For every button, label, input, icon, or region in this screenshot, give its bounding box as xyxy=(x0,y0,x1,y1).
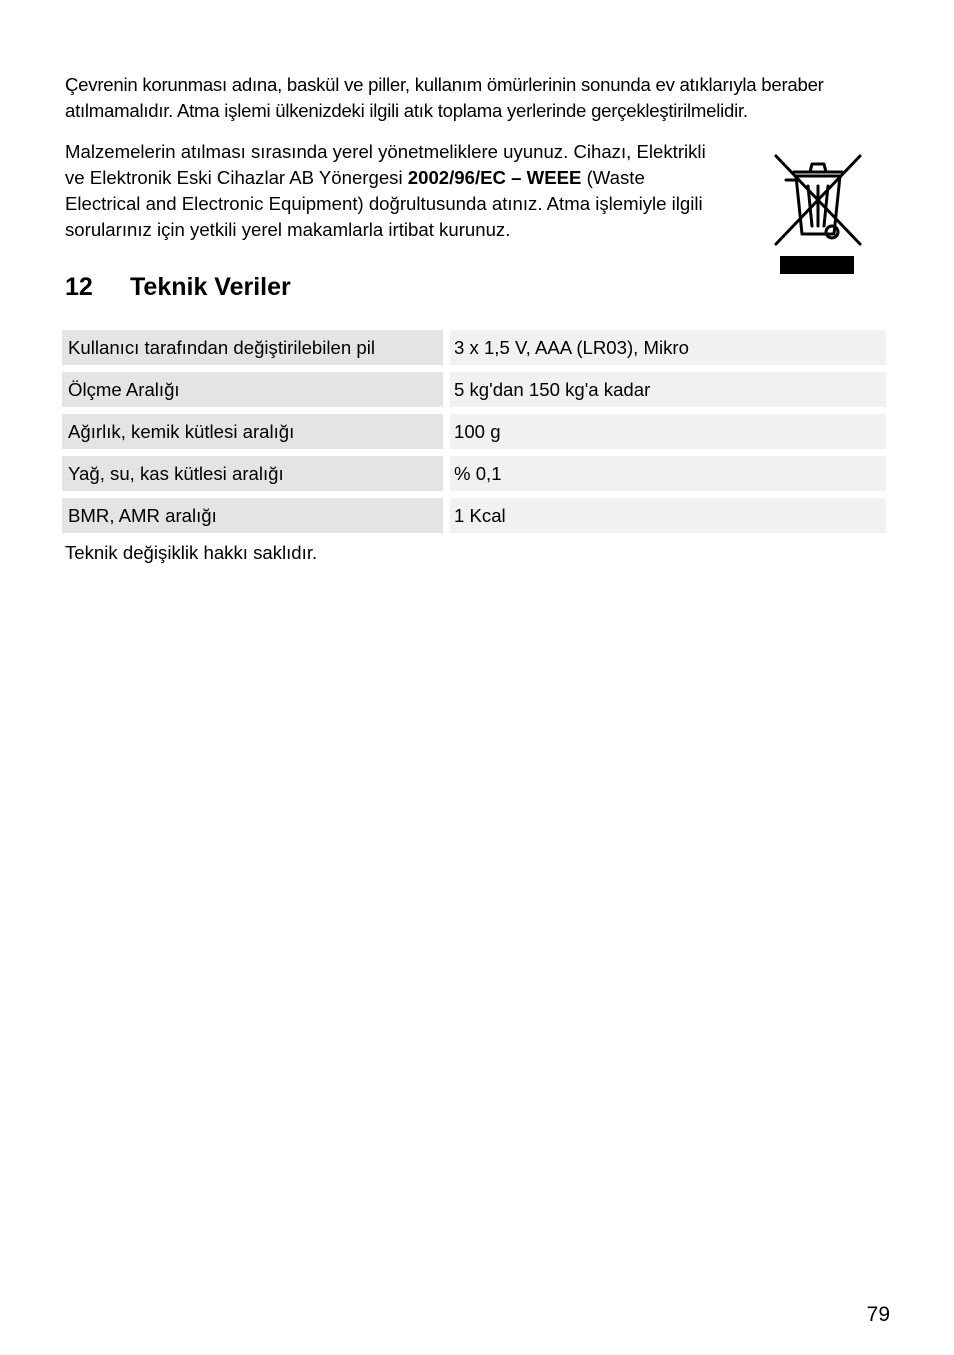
disposal-paragraph-2-text-b: (Waste Electrical and Electronic Equipment) doğrultusunda atınız. Atma işlemiyle ilgili sorularınız için yetkili yerel makamlarla irtibat kurunuz. xyxy=(65,167,703,240)
table-row xyxy=(62,372,886,407)
table-row xyxy=(62,330,886,365)
page-number: 79 xyxy=(866,1303,890,1326)
spec-label: Ağırlık, kemik kütlesi aralığı xyxy=(62,414,443,449)
section-title: Teknik Veriler xyxy=(130,273,291,301)
table-row xyxy=(62,414,886,449)
technical-change-note: Teknik değişiklik hakkı saklıdır. xyxy=(65,542,318,563)
technical-data-table xyxy=(62,330,886,540)
crossed-out-wheelie-bin-icon xyxy=(772,150,864,276)
spec-label: BMR, AMR aralığı xyxy=(62,498,443,533)
table-row xyxy=(62,456,886,491)
disposal-paragraph-2-text-a: Malzemelerin atılması sırasında yerel yönetmeliklere uyunuz. Cihazı, Elektrikli ve Elektronik Eski Cihazlar AB Yönergesi xyxy=(65,141,706,188)
disposal-paragraph-2 xyxy=(65,139,725,243)
weee-directive-ref: 2002/96/EC – WEEE xyxy=(407,167,582,188)
section-number: 12 xyxy=(65,273,93,301)
spec-value: 100 g xyxy=(450,414,886,449)
spec-label: Yağ, su, kas kütlesi aralığı xyxy=(62,456,443,491)
spec-label: Kullanıcı tarafından değiştirilebilen pil xyxy=(62,330,443,365)
spec-value: 1 Kcal xyxy=(450,498,886,533)
table-row xyxy=(62,498,886,533)
spec-value: 3 x 1,5 V, AAA (LR03), Mikro xyxy=(450,330,886,365)
section-heading xyxy=(65,270,291,304)
spec-label: Ölçme Aralığı xyxy=(62,372,443,407)
spec-value: 5 kg'dan 150 kg'a kadar xyxy=(450,372,886,407)
disposal-paragraph-1: Çevrenin korunması adına, baskül ve piller, kullanım ömürlerinin sonunda ev atıklarıyla beraber atılmamalıdır. Atma işlemi ülkenizdeki ilgili atık toplama yerlerinde gerçekleştirilmelidir. xyxy=(65,74,824,121)
spec-value: % 0,1 xyxy=(450,456,886,491)
